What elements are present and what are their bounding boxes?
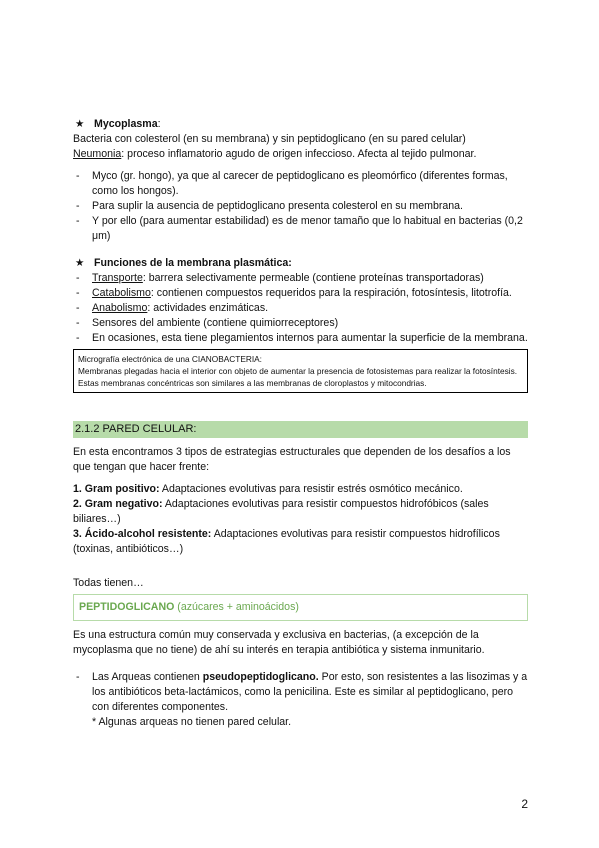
- page-number: 2: [521, 797, 528, 811]
- arqueas-list: [73, 670, 528, 730]
- note-box-title: Micrografía electrónica de una CIANOBACTERIA:: [78, 354, 262, 364]
- list-item: - Y por ello (para aumentar estabilidad) es de menor tamaño que lo habitual en bacterias (0,2 μm): [76, 215, 523, 242]
- membrana-title: Funciones de la membrana plasmática:: [94, 257, 292, 269]
- membrana-list: [73, 271, 528, 346]
- neumonia-definition: Neumonia: proceso inflamatorio agudo de origen infeccioso. Afecta al tejido pulmonar.: [73, 148, 477, 160]
- star-icon: ★: [75, 257, 85, 269]
- list-item: - En ocasiones, esta tiene plegamientos internos para aumentar la superficie de la membrana.: [76, 332, 528, 344]
- note-box-text: Membranas plegadas hacia el interior con objeto de aumentar la presencia de fotosistemas para realizar la fotosíntesis. Estas membranas concéntricas son similares a las membranas de cloroplastos y mitocondrias.: [78, 366, 518, 388]
- mycoplasma-definition: Bacteria con colesterol (en su membrana) y sin peptidoglicano (en su pared celular): [73, 133, 466, 145]
- mycoplasma-heading: ★ Mycoplasma:: [75, 118, 161, 130]
- peptidoglicano-box: PEPTIDOGLICANO (azúcares + aminoácidos): [73, 594, 528, 621]
- list-item: - Myco (gr. hongo), ya que al carecer de peptidoglicano es pleomórfico (diferentes formas, como los hongos).: [76, 170, 508, 197]
- list-item: - Catabolismo: contienen compuestos requeridos para la respiración, fotosíntesis, litotrofía.: [76, 287, 512, 299]
- mycoplasma-title: Mycoplasma: [94, 118, 158, 130]
- strategy-item: 3. Ácido-alcohol resistente: Adaptaciones evolutivas para resistir compuestos hidrofílicos (toxinas, antibióticos…): [73, 528, 500, 555]
- list-item: - Anabolismo: actividades enzimáticas.: [76, 302, 269, 314]
- star-icon: ★: [75, 118, 85, 130]
- list-item: - Para suplir la ausencia de peptidoglicano presenta colesterol en su membrana.: [76, 200, 464, 212]
- section-heading: 2.1.2 PARED CELULAR:: [73, 421, 528, 438]
- mycoplasma-list: [73, 169, 528, 244]
- arqueas-note: * Algunas arqueas no tienen pared celular.: [92, 716, 292, 728]
- strategy-item: 2. Gram negativo: Adaptaciones evolutivas para resistir compuestos hidrofóbicos (sales biliares…): [73, 498, 489, 525]
- strategy-item: 1. Gram positivo: Adaptaciones evolutivas para resistir estrés osmótico mecánico.: [73, 483, 463, 495]
- document-page: [73, 117, 528, 730]
- todas-tienen: Todas tienen…: [73, 577, 144, 589]
- pared-intro: En esta encontramos 3 tipos de estrategias estructurales que dependen de los desafíos a los que tengan que hacer frente:: [73, 446, 511, 473]
- note-box: [73, 349, 528, 393]
- list-item: - Transporte: barrera selectivamente permeable (contiene proteínas transportadoras): [76, 272, 484, 284]
- common-structure-text: Es una estructura común muy conservada y exclusiva en bacterias, (a excepción de la mycoplasma que no tiene) de ahí su interés en terapia antibiótica y sistema inmunitario.: [73, 629, 485, 656]
- list-item: - Sensores del ambiente (contiene quimiorreceptores): [76, 317, 339, 329]
- membrana-heading: [73, 256, 528, 271]
- list-item: - Las Arqueas contienen pseudopeptidoglicano. Por esto, son resistentes a las lisozimas y a los antibióticos beta-lactámicos, como la penicilina. Este es similar al peptidoglicano, pero con diferentes componentes. * Algunas arqueas no tienen pared celular.: [76, 671, 528, 728]
